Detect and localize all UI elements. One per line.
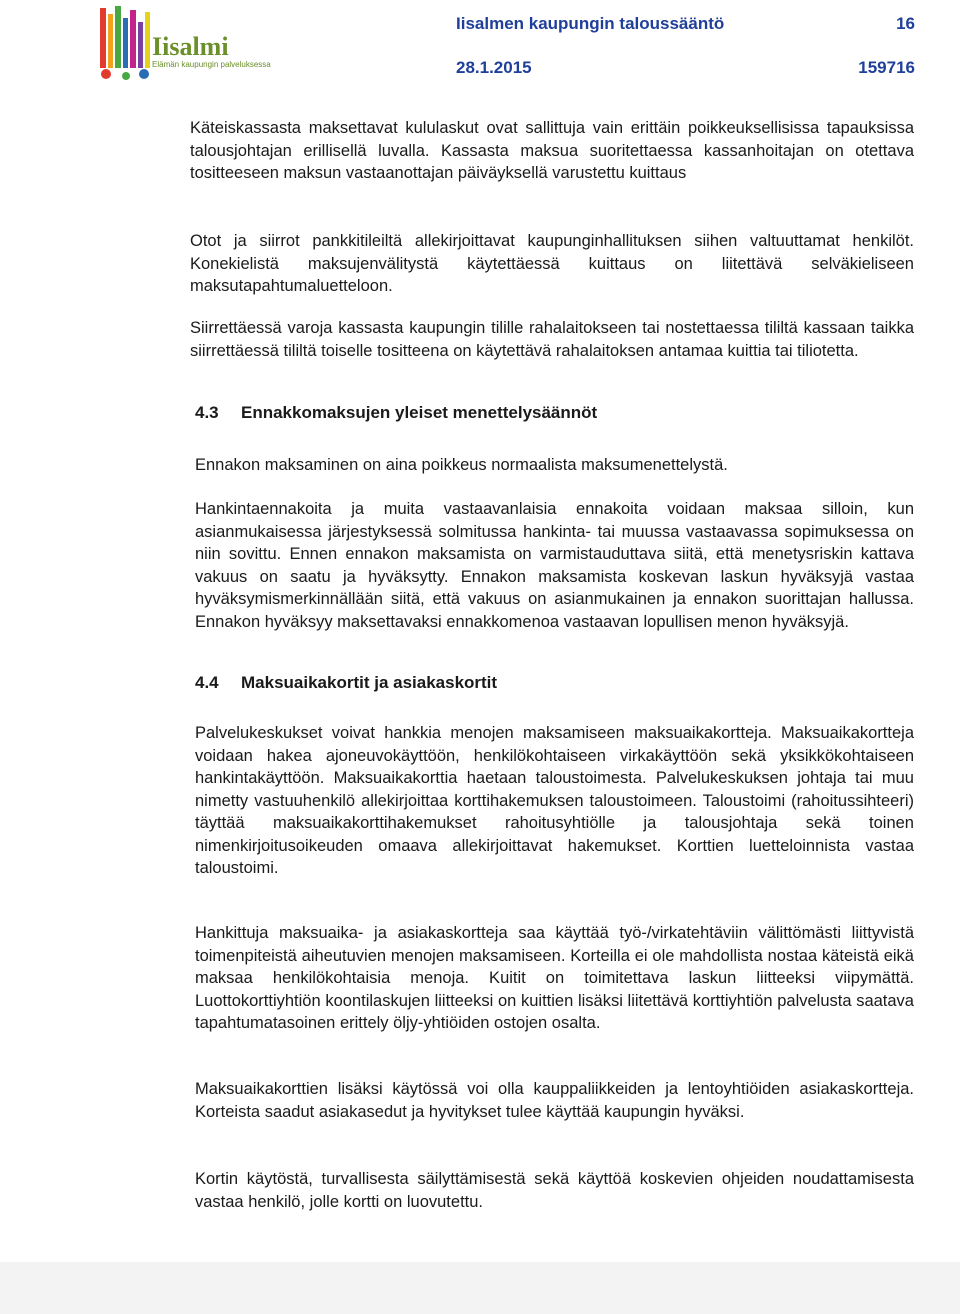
heading-4-4 [195,673,497,693]
document-date: 28.1.2015 [456,58,532,77]
heading-number: 4.4 [195,673,219,692]
page-number: 16 [896,14,915,33]
document-title: Iisalmen kaupungin taloussääntö [456,14,725,33]
page-footer-bar [0,1262,960,1314]
logo-tagline: Elämän kaupungin palveluksessa [152,60,271,69]
paragraph-3: Siirrettäessä varoja kassasta kaupungin tilille rahalaitokseen tai nostettaessa tililtä kassaan taikka siirrettäessä tililtä toiselle tositteena on käytettävä rahalaitoksen antamaa kuittia tai tiliotetta. [190,319,914,360]
paragraph-1: Käteiskassasta maksettavat kululaskut ovat sallittuja vain erittäin poikkeuksellisissa tapauksissa talousjohtajan erillisellä luvalla. Kassasta maksua suoritettaessa kassanhoitajan on otettava tositteeseen maksun vastaanottajan päiväyksellä varustettu kuittaus [190,119,914,182]
heading-text: Ennakkomaksujen yleiset menettelysäännöt [241,403,598,422]
heading-4-3 [195,403,597,423]
paragraph-8: Maksuaikakorttien lisäksi käytössä voi olla kauppaliikkeiden ja lentoyhtiöiden asiakaskortteja. Korteista saadut asiakasedut ja hyvitykset tulee käyttää kaupungin hyväksi. [195,1080,914,1121]
paragraph-7: Hankittuja maksuaika- ja asiakaskortteja saa käyttää työ-/virkatehtäviin välittömästi liittyvistä toimenpiteistä aiheutuvien menojen maksamiseen. Korteilla ei ole mahdollista nostaa käteistä eikä maksaa henkilökohtaisia menoja. Kuitit on toimitettava laskun liitteeksi viipymättä. Luottokorttiyhtiön koontilaskujen liitteeksi on kuittien lisäksi liitettävä korttiyhtiön palvelusta saatava tapahtumatasoinen erittely öljy-yhtiöiden ostojen osalta. [195,924,914,1032]
logo-name: Iisalmi [152,32,229,61]
heading-text: Maksuaikakortit ja asiakaskortit [241,673,498,692]
paragraph-5: Hankintaennakoita ja muita vastaavanlaisia ennakoita voidaan maksaa silloin, kun asianmukaisessa järjestyksessä solmitussa hankinta- tai muussa vastaavassa sopimuksessa on niin sovittu. Ennen ennakon maksamista on varmistauduttava siitä, että menetysriskin kattava vakuus on saatu ja hyväksytty. Ennakon maksamista koskevan laskun hyväksyjä vastaa hyväksymismerkinnällään siitä, että vakuus on asianmukainen ja ennakon suorittajan hallussa. Ennakon hyväksyy maksettavaksi ennakkomenoa vastaavan lopullisen menon hyväksyjä. [195,500,914,631]
paragraph-4: Ennakon maksaminen on aina poikkeus normaalista maksumenettelystä. [195,456,728,474]
paragraph-9: Kortin käytöstä, turvallisesta säilyttämisestä sekä käyttöä koskevien ohjeiden noudattamisesta vastaa henkilö, jolle kortti on luovutettu. [195,1170,914,1211]
paragraph-6: Palvelukeskukset voivat hankkia menojen maksamiseen maksuaikakortteja. Maksuaikakortteja voidaan hakea ajoneuvokäyttöön, henkilökohtaiseen virkakäyttöön sekä yksikkökohtaiseen hankintakäyttöön. Maksuaikakorttia haetaan taloustoimesta. Palvelukeskuksen johtaja tai muu nimetty vastuuhenkilö allekirjoittaa korttihakemuksen taloustoimeen. Taloustoimi (rahoitussihteeri) täyttää maksuaikakorttihakemukset rahoitusyhtiölle ja talousjohtaja sekä toinen nimenkirjoitusoikeuden omaava allekirjoittavat hakemukset. Korttien luetteloinnista vastaa taloustoimi. [195,724,914,877]
document-number: 159716 [858,58,915,77]
paragraph-2: Otot ja siirrot pankkitileiltä allekirjoittavat kaupunginhallituksen siihen valtuuttamat henkilöt. Konekielistä maksujenvälitystä käytettäessä kuittaus on liitettävä selväkieliseen maksutapahtumaluetteloon. [190,232,914,295]
heading-number: 4.3 [195,403,219,422]
